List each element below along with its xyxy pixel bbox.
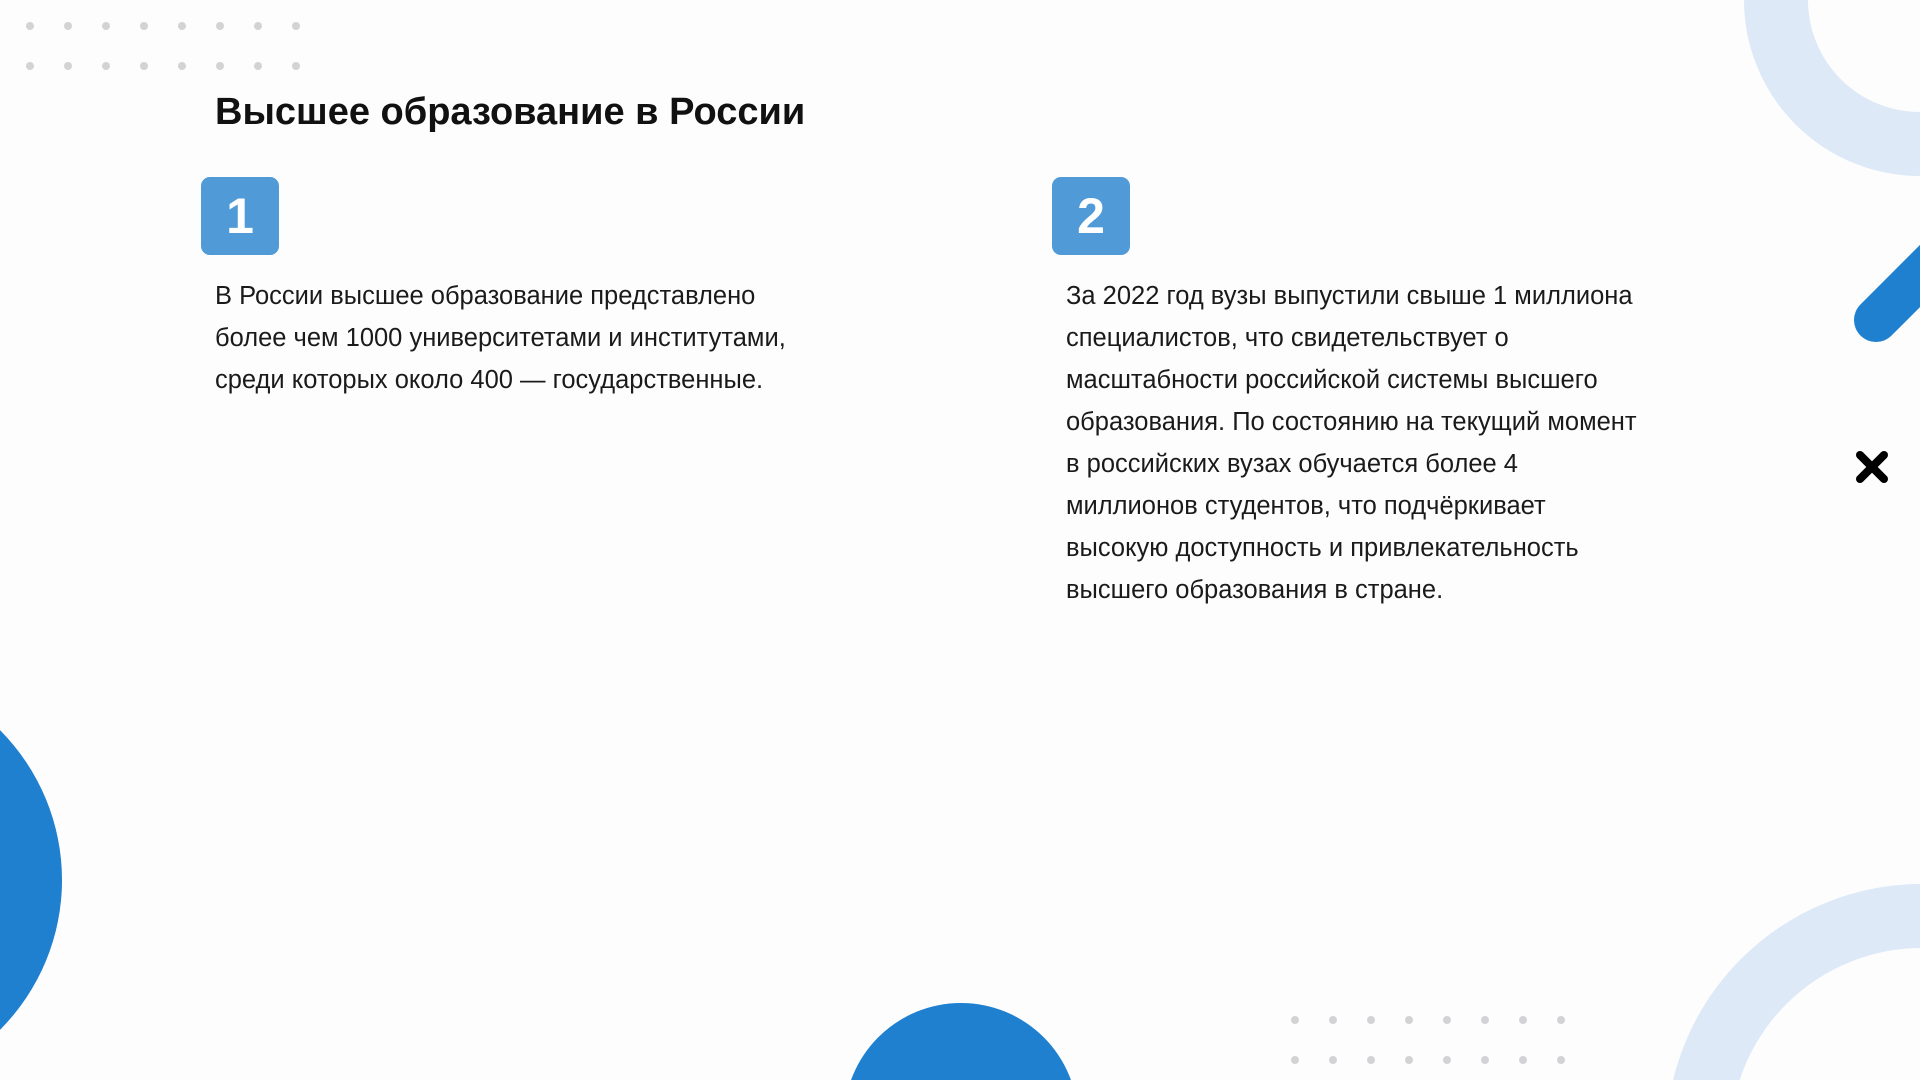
- card-1-text: [215, 275, 786, 401]
- number-badge-1: 1: [201, 177, 279, 255]
- card-2-text: [1066, 275, 1637, 611]
- card-2-line: в российских вузах обучается более 4: [1066, 450, 1518, 478]
- top-right-arc: [1776, 0, 1920, 144]
- close-icon: [1852, 447, 1892, 487]
- bottom-right-arc: [1698, 916, 1920, 1080]
- slide-title: Высшее образование в России: [215, 91, 806, 133]
- card-1-line: В России высшее образование представлено: [215, 282, 756, 310]
- bottom-blue-circle: [844, 1003, 1078, 1080]
- card-1-line: среди которых около 400 — государственные.: [215, 366, 764, 394]
- card-2-line: миллионов студентов, что подчёркивает: [1066, 492, 1546, 520]
- left-blue-circle: [0, 668, 62, 1080]
- dot-grid-top-left: [26, 22, 300, 70]
- card-2-line: образования. По состоянию на текущий момент: [1066, 408, 1637, 436]
- card-2-line: масштабности российской системы высшего: [1066, 366, 1598, 394]
- right-diagonal-bar: [1876, 236, 1920, 320]
- card-2-line: высшего образования в стране.: [1066, 576, 1444, 604]
- card-2-line: За 2022 год вузы выпустили свыше 1 миллиона: [1066, 282, 1633, 310]
- number-badge-2: 2: [1052, 177, 1130, 255]
- card-1-line: более чем 1000 университетами и институтами,: [215, 324, 786, 352]
- card-2-line: специалистов, что свидетельствует о: [1066, 324, 1509, 352]
- dot-grid-bottom-right: [1291, 1016, 1565, 1064]
- card-2-line: высокую доступность и привлекательность: [1066, 534, 1579, 562]
